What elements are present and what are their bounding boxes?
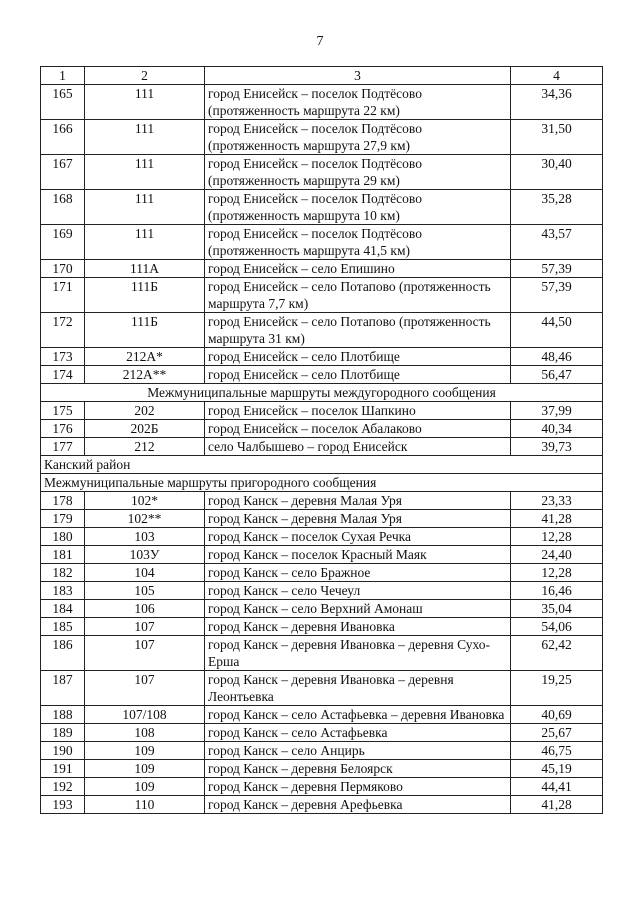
route-number-cell: 106 bbox=[85, 600, 205, 618]
table-row bbox=[41, 438, 603, 456]
route-name-cell: город Енисейск – поселок Подтёсово (протяженность маршрута 29 км) bbox=[205, 155, 511, 190]
row-number-cell: 186 bbox=[41, 636, 85, 671]
route-number-cell: 102* bbox=[85, 492, 205, 510]
page-number: 7 bbox=[316, 34, 324, 49]
table-row bbox=[41, 260, 603, 278]
table-row bbox=[41, 190, 603, 225]
route-number-cell: 103 bbox=[85, 528, 205, 546]
table-row bbox=[41, 313, 603, 348]
route-number-cell: 110 bbox=[85, 796, 205, 814]
route-number-cell: 102** bbox=[85, 510, 205, 528]
tariff-value-cell: 40,69 bbox=[511, 706, 603, 724]
route-name-cell: город Канск – село Чечеул bbox=[205, 582, 511, 600]
table-row bbox=[41, 155, 603, 190]
route-number-cell: 104 bbox=[85, 564, 205, 582]
tariff-value-cell: 56,47 bbox=[511, 366, 603, 384]
tariff-value-cell: 37,99 bbox=[511, 402, 603, 420]
section-row bbox=[41, 384, 603, 402]
route-name-cell: город Канск – деревня Арефьевка bbox=[205, 796, 511, 814]
table-row bbox=[41, 278, 603, 313]
route-name-cell: город Канск – деревня Малая Уря bbox=[205, 492, 511, 510]
table-row bbox=[41, 706, 603, 724]
route-name-cell: город Енисейск – поселок Подтёсово (протяженность маршрута 41,5 км) bbox=[205, 225, 511, 260]
tariff-value-cell: 44,41 bbox=[511, 778, 603, 796]
table-row bbox=[41, 402, 603, 420]
table-row bbox=[41, 492, 603, 510]
table-row bbox=[41, 796, 603, 814]
table-row bbox=[41, 618, 603, 636]
route-name-cell: село Чалбышево – город Енисейск bbox=[205, 438, 511, 456]
row-number-cell: 192 bbox=[41, 778, 85, 796]
row-number-cell: 172 bbox=[41, 313, 85, 348]
route-number-cell: 109 bbox=[85, 742, 205, 760]
routes-table bbox=[40, 66, 603, 814]
row-number-cell: 174 bbox=[41, 366, 85, 384]
route-name-cell: город Енисейск – село Потапово (протяженность маршрута 7,7 км) bbox=[205, 278, 511, 313]
row-number-cell: 193 bbox=[41, 796, 85, 814]
route-number-cell: 111А bbox=[85, 260, 205, 278]
route-name-cell: город Енисейск – село Плотбище bbox=[205, 348, 511, 366]
row-number-cell: 178 bbox=[41, 492, 85, 510]
route-number-cell: 202Б bbox=[85, 420, 205, 438]
route-number-cell: 111 bbox=[85, 85, 205, 120]
route-name-cell: город Канск – деревня Ивановка – деревня Сухо-Ерша bbox=[205, 636, 511, 671]
route-number-cell: 109 bbox=[85, 760, 205, 778]
route-name-cell: город Енисейск – поселок Подтёсово (протяженность маршрута 22 км) bbox=[205, 85, 511, 120]
table-row bbox=[41, 348, 603, 366]
tariff-value-cell: 34,36 bbox=[511, 85, 603, 120]
route-number-cell: 111 bbox=[85, 155, 205, 190]
column-header-1: 1 bbox=[41, 67, 85, 85]
section-title: Межмуниципальные маршруты пригородного сообщения bbox=[41, 474, 603, 492]
tariff-value-cell: 41,28 bbox=[511, 796, 603, 814]
tariff-value-cell: 43,57 bbox=[511, 225, 603, 260]
table-row bbox=[41, 636, 603, 671]
row-number-cell: 166 bbox=[41, 120, 85, 155]
row-number-cell: 171 bbox=[41, 278, 85, 313]
route-number-cell: 108 bbox=[85, 724, 205, 742]
route-number-cell: 202 bbox=[85, 402, 205, 420]
tariff-value-cell: 19,25 bbox=[511, 671, 603, 706]
tariff-value-cell: 48,46 bbox=[511, 348, 603, 366]
route-name-cell: город Енисейск – поселок Подтёсово (протяженность маршрута 27,9 км) bbox=[205, 120, 511, 155]
table-row bbox=[41, 120, 603, 155]
table-row bbox=[41, 760, 603, 778]
row-number-cell: 180 bbox=[41, 528, 85, 546]
row-number-cell: 169 bbox=[41, 225, 85, 260]
tariff-value-cell: 45,19 bbox=[511, 760, 603, 778]
table-row bbox=[41, 671, 603, 706]
tariff-value-cell: 41,28 bbox=[511, 510, 603, 528]
table-row bbox=[41, 582, 603, 600]
row-number-cell: 183 bbox=[41, 582, 85, 600]
route-number-cell: 107 bbox=[85, 618, 205, 636]
route-name-cell: город Енисейск – поселок Шапкино bbox=[205, 402, 511, 420]
route-name-cell: город Канск – село Верхний Амонаш bbox=[205, 600, 511, 618]
row-number-cell: 188 bbox=[41, 706, 85, 724]
row-number-cell: 168 bbox=[41, 190, 85, 225]
route-name-cell: город Енисейск – поселок Абалаково bbox=[205, 420, 511, 438]
row-number-cell: 165 bbox=[41, 85, 85, 120]
route-name-cell: город Канск – деревня Белоярск bbox=[205, 760, 511, 778]
tariff-value-cell: 46,75 bbox=[511, 742, 603, 760]
route-name-cell: город Канск – деревня Пермяково bbox=[205, 778, 511, 796]
column-header-4: 4 bbox=[511, 67, 603, 85]
tariff-value-cell: 39,73 bbox=[511, 438, 603, 456]
route-number-cell: 111Б bbox=[85, 278, 205, 313]
tariff-value-cell: 24,40 bbox=[511, 546, 603, 564]
route-name-cell: город Канск – село Астафьевка bbox=[205, 724, 511, 742]
route-number-cell: 107 bbox=[85, 671, 205, 706]
tariff-value-cell: 35,28 bbox=[511, 190, 603, 225]
route-number-cell: 111 bbox=[85, 190, 205, 225]
tariff-value-cell: 44,50 bbox=[511, 313, 603, 348]
row-number-cell: 191 bbox=[41, 760, 85, 778]
table-row bbox=[41, 742, 603, 760]
route-number-cell: 212А* bbox=[85, 348, 205, 366]
route-name-cell: город Канск – деревня Малая Уря bbox=[205, 510, 511, 528]
route-number-cell: 109 bbox=[85, 778, 205, 796]
row-number-cell: 167 bbox=[41, 155, 85, 190]
row-number-cell: 190 bbox=[41, 742, 85, 760]
column-header-3: 3 bbox=[205, 67, 511, 85]
route-number-cell: 212А** bbox=[85, 366, 205, 384]
row-number-cell: 177 bbox=[41, 438, 85, 456]
row-number-cell: 184 bbox=[41, 600, 85, 618]
table-row bbox=[41, 600, 603, 618]
table-row bbox=[41, 778, 603, 796]
route-number-cell: 111 bbox=[85, 225, 205, 260]
route-name-cell: город Канск – деревня Ивановка bbox=[205, 618, 511, 636]
row-number-cell: 187 bbox=[41, 671, 85, 706]
tariff-value-cell: 35,04 bbox=[511, 600, 603, 618]
route-name-cell: город Енисейск – село Плотбище bbox=[205, 366, 511, 384]
row-number-cell: 179 bbox=[41, 510, 85, 528]
row-number-cell: 182 bbox=[41, 564, 85, 582]
route-number-cell: 105 bbox=[85, 582, 205, 600]
route-name-cell: город Канск – поселок Красный Маяк bbox=[205, 546, 511, 564]
row-number-cell: 176 bbox=[41, 420, 85, 438]
table-row bbox=[41, 225, 603, 260]
tariff-value-cell: 57,39 bbox=[511, 278, 603, 313]
section-title: Межмуниципальные маршруты междугородного сообщения bbox=[41, 384, 603, 402]
tariff-value-cell: 25,67 bbox=[511, 724, 603, 742]
table-row bbox=[41, 510, 603, 528]
row-number-cell: 189 bbox=[41, 724, 85, 742]
table-header-row bbox=[41, 67, 603, 85]
tariff-value-cell: 12,28 bbox=[511, 564, 603, 582]
route-number-cell: 212 bbox=[85, 438, 205, 456]
table-row bbox=[41, 528, 603, 546]
route-name-cell: город Канск – село Анцирь bbox=[205, 742, 511, 760]
route-number-cell: 103У bbox=[85, 546, 205, 564]
route-number-cell: 107 bbox=[85, 636, 205, 671]
table-row bbox=[41, 366, 603, 384]
section-title: Канский район bbox=[41, 456, 603, 474]
row-number-cell: 181 bbox=[41, 546, 85, 564]
route-number-cell: 107/108 bbox=[85, 706, 205, 724]
route-name-cell: город Енисейск – поселок Подтёсово (протяженность маршрута 10 км) bbox=[205, 190, 511, 225]
tariff-value-cell: 54,06 bbox=[511, 618, 603, 636]
route-name-cell: город Канск – деревня Ивановка – деревня Леонтьевка bbox=[205, 671, 511, 706]
route-name-cell: город Канск – поселок Сухая Речка bbox=[205, 528, 511, 546]
routes-table-body bbox=[41, 67, 603, 814]
table-row bbox=[41, 724, 603, 742]
route-name-cell: город Канск – село Бражное bbox=[205, 564, 511, 582]
route-number-cell: 111 bbox=[85, 120, 205, 155]
route-name-cell: город Канск – село Астафьевка – деревня Ивановка bbox=[205, 706, 511, 724]
column-header-2: 2 bbox=[85, 67, 205, 85]
row-number-cell: 170 bbox=[41, 260, 85, 278]
row-number-cell: 175 bbox=[41, 402, 85, 420]
tariff-value-cell: 62,42 bbox=[511, 636, 603, 671]
table-row bbox=[41, 546, 603, 564]
tariff-value-cell: 12,28 bbox=[511, 528, 603, 546]
tariff-value-cell: 23,33 bbox=[511, 492, 603, 510]
tariff-value-cell: 57,39 bbox=[511, 260, 603, 278]
tariff-value-cell: 31,50 bbox=[511, 120, 603, 155]
tariff-value-cell: 16,46 bbox=[511, 582, 603, 600]
table-row bbox=[41, 85, 603, 120]
row-number-cell: 173 bbox=[41, 348, 85, 366]
route-name-cell: город Енисейск – село Епишино bbox=[205, 260, 511, 278]
section-row bbox=[41, 456, 603, 474]
section-row bbox=[41, 474, 603, 492]
route-name-cell: город Енисейск – село Потапово (протяженность маршрута 31 км) bbox=[205, 313, 511, 348]
tariff-value-cell: 40,34 bbox=[511, 420, 603, 438]
tariff-value-cell: 30,40 bbox=[511, 155, 603, 190]
route-number-cell: 111Б bbox=[85, 313, 205, 348]
row-number-cell: 185 bbox=[41, 618, 85, 636]
table-row bbox=[41, 564, 603, 582]
table-row bbox=[41, 420, 603, 438]
